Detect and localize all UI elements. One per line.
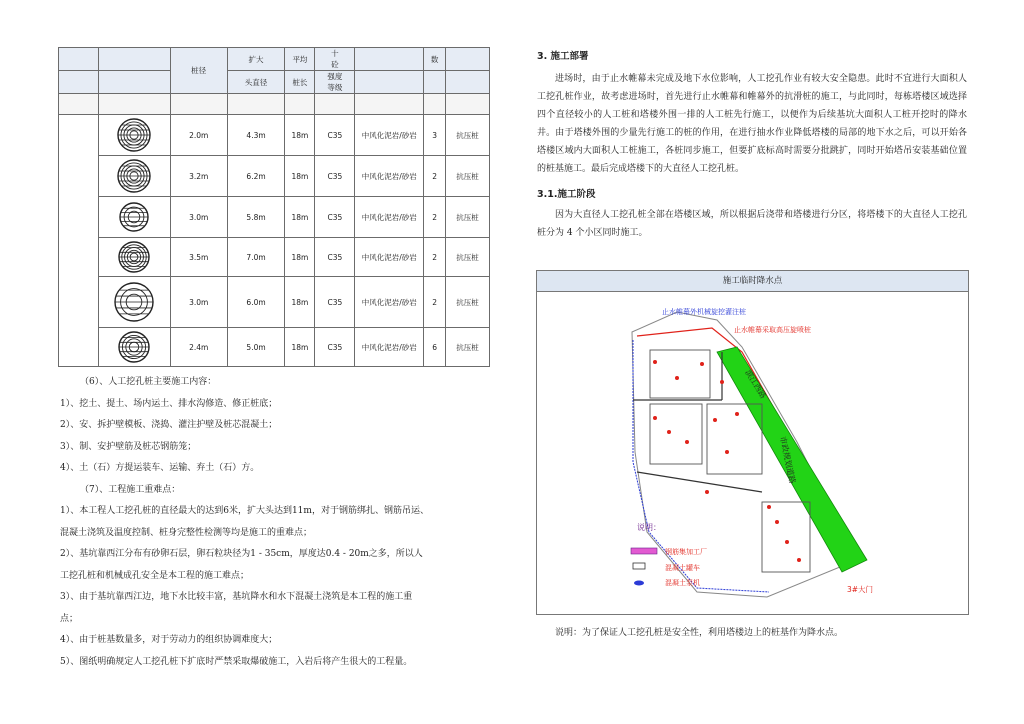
header-bell-1: 扩大 bbox=[227, 48, 285, 71]
pile-section-icon bbox=[118, 331, 150, 363]
table-row bbox=[59, 328, 490, 367]
cell-type: 抗压桩 bbox=[446, 197, 490, 238]
building-block bbox=[650, 404, 702, 464]
figure-caption: 说明：为了保证人工挖孔桩是安全性，利用塔楼边上的桩基作为降水点。 bbox=[555, 628, 844, 638]
text-line: 点； bbox=[60, 613, 79, 624]
road-label-1: 滨江西路 bbox=[743, 368, 768, 401]
cell-layer: 中风化泥岩/砂岩 bbox=[355, 238, 424, 277]
cell-length: 18m bbox=[285, 238, 315, 277]
cell-concrete: C35 bbox=[315, 156, 355, 197]
building-block bbox=[650, 350, 710, 398]
subsection-heading: 3.1.施工阶段 bbox=[537, 189, 596, 200]
pile-section-icon bbox=[117, 118, 151, 152]
cell-concrete: C35 bbox=[315, 197, 355, 238]
text-line: 工挖孔桩和机械成孔安全是本工程的施工难点； bbox=[60, 570, 250, 581]
cell-diameter: 3.5m bbox=[170, 238, 227, 277]
cell-type: 抗压桩 bbox=[446, 156, 490, 197]
table-row bbox=[59, 277, 490, 328]
cell-bell: 4.3m bbox=[227, 115, 285, 156]
deployment-section bbox=[537, 48, 967, 242]
text-line: 3）、制、安护壁筋及桩芯钢筋笼； bbox=[60, 441, 197, 452]
cell-type: 抗压桩 bbox=[446, 277, 490, 328]
cell-type: 抗压桩 bbox=[446, 115, 490, 156]
cell-length: 18m bbox=[285, 328, 315, 367]
cell-diameter: 2.4m bbox=[170, 328, 227, 367]
cell-type: 抗压桩 bbox=[446, 328, 490, 367]
road-label-2: 市政规划道路 bbox=[778, 435, 797, 485]
cell-bell: 5.8m bbox=[227, 197, 285, 238]
cell-concrete: C35 bbox=[315, 115, 355, 156]
cell-concrete: C35 bbox=[315, 238, 355, 277]
table-row bbox=[59, 115, 490, 156]
section-heading: 3. 施工部署 bbox=[537, 51, 589, 62]
pile-spec-table bbox=[58, 47, 490, 367]
text-line: 4）、由于桩基数量多，对于劳动力的组织协调难度大； bbox=[60, 635, 278, 645]
table-row bbox=[59, 238, 490, 277]
cell-type: 抗压桩 bbox=[446, 238, 490, 277]
header-concrete-3: 等级 bbox=[327, 83, 343, 92]
cell-layer: 中风化泥岩/砂岩 bbox=[355, 197, 424, 238]
cell-concrete: C35 bbox=[315, 277, 355, 328]
cell-diameter: 3.0m bbox=[170, 197, 227, 238]
legend-title: 说明： bbox=[637, 523, 661, 532]
text-line: 3）、由于基坑靠西江边，地下水比较丰富，基坑降水和水下混凝土浇筑是本工程的施工重 bbox=[60, 592, 413, 602]
cell-length: 18m bbox=[285, 277, 315, 328]
construction-content-text bbox=[60, 372, 490, 673]
building-block bbox=[762, 502, 810, 572]
text-line: 4）、土（石）方提运装车、运输、弃土（石）方。 bbox=[60, 463, 260, 473]
cell-length: 18m bbox=[285, 197, 315, 238]
cell-diameter: 3.0m bbox=[170, 277, 227, 328]
figure-title: 施工临时降水点 bbox=[537, 271, 968, 292]
cell-layer: 中风化泥岩/砂岩 bbox=[355, 115, 424, 156]
site-plan-map bbox=[537, 292, 968, 614]
table-row bbox=[59, 197, 490, 238]
cell-diameter: 3.2m bbox=[170, 156, 227, 197]
cell-diameter: 2.0m bbox=[170, 115, 227, 156]
cell-length: 18m bbox=[285, 115, 315, 156]
legend-mixer: 混凝土罐车 bbox=[665, 564, 700, 572]
cell-count: 3 bbox=[424, 115, 446, 156]
text-line: （7）、工程施工重难点： bbox=[80, 484, 181, 495]
rebar-shop-icon bbox=[631, 548, 657, 554]
pile-section-icon bbox=[117, 159, 151, 193]
paragraph: 进场时，由于止水帷幕未完成及地下水位影响，人工挖孔作业有较大安全隐患。此时不宜进行大面积人工挖孔桩作业，故考虑进场时，首先进行止水帷幕和帷幕外的抗滑桩的施工，与此同时，每栋塔楼区域选择四个直径较小的人工桩和塔楼外围一排的人工桩先行施工，以便作为后续基坑大面积人工桩开挖时的降水井。由于塔楼外围的少量先行施工的桩的作用，在进行抽水作业降低塔楼的局部的地下水之后，可以开始各塔楼区域内大面积人工桩施工，各桩同步施工，但要扩底标高时需要分批跳扩，同时开始塔吊安装基础位置的桩基施工。最后完成塔楼下的大直径人工挖孔桩。 bbox=[537, 74, 967, 174]
label-blue-piles: 止水帷幕外机械旋挖灌注桩 bbox=[662, 308, 746, 316]
table-row bbox=[59, 156, 490, 197]
legend-rebar: 钢筋集加工厂 bbox=[665, 548, 707, 556]
cell-layer: 中风化泥岩/砂岩 bbox=[355, 277, 424, 328]
header-diameter: 桩径 bbox=[170, 48, 227, 94]
cell-count: 2 bbox=[424, 197, 446, 238]
pile-section-icon bbox=[118, 241, 150, 273]
pump-icon bbox=[634, 581, 644, 586]
header-count: 数 bbox=[424, 48, 446, 71]
gate-label: 3#大门 bbox=[847, 585, 874, 594]
mixer-truck-icon bbox=[633, 563, 645, 569]
header-bell-2: 头直径 bbox=[227, 71, 285, 94]
divider-line bbox=[637, 472, 762, 492]
text-line: 2）、安、拆护壁模板、浇捣、灌注护壁及桩芯混凝土； bbox=[60, 420, 278, 430]
text-line: 5）、图纸明确规定人工挖孔桩下扩底时严禁采取爆破施工，入岩后将产生很大的工程量。 bbox=[60, 656, 413, 667]
cell-layer: 中风化泥岩/砂岩 bbox=[355, 328, 424, 367]
header-concrete-1: 砼 bbox=[331, 60, 339, 69]
cell-bell: 5.0m bbox=[227, 328, 285, 367]
text-line: 混凝土浇筑及温度控制、桩身完整性检测等均是施工的重难点； bbox=[60, 527, 313, 538]
cell-bell: 6.2m bbox=[227, 156, 285, 197]
cell-bell: 7.0m bbox=[227, 238, 285, 277]
label-red-wall: 止水帷幕采取高压旋喷桩 bbox=[734, 326, 811, 334]
text-line: 2）、基坑靠西江分布有砂卵石层，卵石粒块径为1 - 35cm，厚度达0.4 - 20m之多，所以人 bbox=[60, 549, 423, 559]
text-line: 1）、挖土、提土、场内运土、排水沟修造、修正桩底； bbox=[60, 398, 278, 409]
header-ten: 十 bbox=[331, 49, 339, 58]
text-line: （6）、人工挖孔桩主要施工内容： bbox=[80, 377, 217, 387]
cell-layer: 中风化泥岩/砂岩 bbox=[355, 156, 424, 197]
cell-count: 6 bbox=[424, 328, 446, 367]
cell-count: 2 bbox=[424, 277, 446, 328]
cell-count: 2 bbox=[424, 238, 446, 277]
pile-section-icon bbox=[119, 202, 149, 232]
pile-section-icon bbox=[114, 282, 154, 322]
site-dewatering-figure bbox=[536, 270, 969, 615]
cell-bell: 6.0m bbox=[227, 277, 285, 328]
header-length-2: 桩长 bbox=[285, 71, 315, 94]
header-concrete-2: 强度 bbox=[327, 72, 343, 81]
cell-count: 2 bbox=[424, 156, 446, 197]
header-length-1: 平均 bbox=[285, 48, 315, 71]
paragraph: 因为大直径人工挖孔桩全部在塔楼区域，所以根据后浇带和塔楼进行分区，将塔楼下的大直径人工挖孔桩分为 4 个小区同时施工。 bbox=[537, 210, 967, 238]
legend-pump: 混凝土泵机 bbox=[665, 579, 700, 587]
text-line: 1）、本工程人工挖孔桩的直径最大的达到6米，扩大头达到11m，对于钢筋绑扎、钢筋吊运、 bbox=[60, 506, 429, 516]
cell-length: 18m bbox=[285, 156, 315, 197]
cell-concrete: C35 bbox=[315, 328, 355, 367]
